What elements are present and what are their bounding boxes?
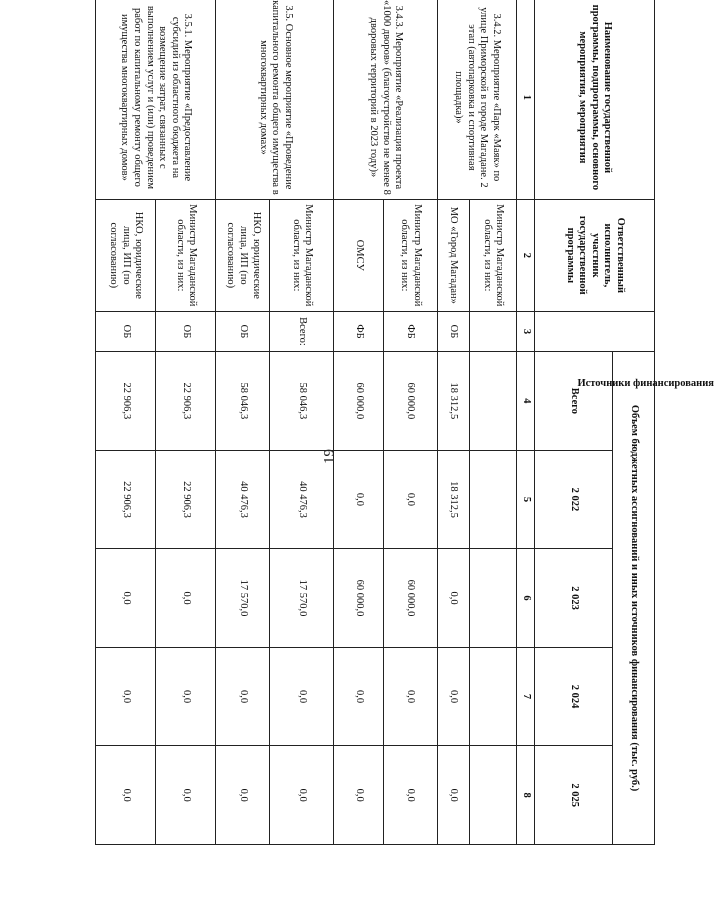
y2022-cell: 0,0 (383, 450, 437, 549)
y2024-cell (469, 647, 516, 746)
executor-cell: НКО, юридические лица, ИП (по согласованию) (216, 199, 270, 311)
financing-table (95, 0, 714, 845)
table-row (270, 0, 334, 845)
y2023-cell: 0,0 (437, 549, 469, 648)
y2023-cell: 0,0 (156, 549, 216, 648)
source-cell: Всего: (270, 311, 334, 351)
activity-name: 3.5.1. Мероприятие «Предоставление субсидий из областного бюджета на возмещение затрат, связанных с выполнением услуг и (или) проведением работ по капитальному ремонту общего имущества многоквартирных домов» (96, 0, 216, 199)
y2023-cell: 0,0 (96, 549, 156, 648)
total-cell: 60 000,0 (334, 352, 383, 451)
source-cell: ОБ (216, 311, 270, 351)
header-name: Наименование государственной программы, подпрограммы, основного мероприятия, мероприятия (535, 0, 655, 199)
y2025-cell: 0,0 (334, 746, 383, 845)
y2023-cell: 60 000,0 (334, 549, 383, 648)
source-cell: ОБ (437, 311, 469, 351)
y2024-cell: 0,0 (96, 647, 156, 746)
header-2022: 2 022 (535, 450, 613, 549)
column-number-row (517, 0, 535, 845)
y2022-cell: 40 476,3 (270, 450, 334, 549)
header-executor: Ответственный исполнитель, участник государственной программы (535, 199, 655, 311)
y2025-cell: 0,0 (437, 746, 469, 845)
executor-cell: Министр Магаданской области, из них: (270, 199, 334, 311)
header-total: Всего (535, 352, 613, 451)
column-number: 7 (517, 647, 535, 746)
y2023-cell: 17 570,0 (270, 549, 334, 648)
total-cell: 22 906,3 (96, 352, 156, 451)
header-row-1 (613, 0, 655, 845)
y2025-cell: 0,0 (383, 746, 437, 845)
header-2024: 2 024 (535, 647, 613, 746)
y2024-cell: 0,0 (156, 647, 216, 746)
y2024-cell: 0,0 (216, 647, 270, 746)
y2025-cell: 0,0 (156, 746, 216, 845)
source-cell: ОБ (96, 311, 156, 351)
page-number: 19 (321, 449, 338, 464)
executor-cell: МО «Город Магадан» (437, 199, 469, 311)
activity-name: 3.4.2. Мероприятие «Парк «Маяк» по улице Приморской в городе Магадане. 2 этап (автопарковка и спортивная площадка)» (437, 0, 516, 199)
total-cell: 58 046,3 (270, 352, 334, 451)
executor-cell: Министр Магаданской области, из них: (383, 199, 437, 311)
total-cell: 22 906,3 (156, 352, 216, 451)
header-2023: 2 023 (535, 549, 613, 648)
y2022-cell: 22 906,3 (96, 450, 156, 549)
y2022-cell: 40 476,3 (216, 450, 270, 549)
y2025-cell: 0,0 (216, 746, 270, 845)
y2022-cell: 22 906,3 (156, 450, 216, 549)
y2025-cell: 0,0 (96, 746, 156, 845)
executor-cell: ОМСУ (334, 199, 383, 311)
y2023-cell: 17 570,0 (216, 549, 270, 648)
header-source (535, 311, 714, 389)
activity-name: 3.5. Основное мероприятие «Проведение капитального ремонта общего имущества в многоквартирных домах» (216, 0, 334, 199)
total-cell: 60 000,0 (383, 352, 437, 451)
column-number: 1 (517, 0, 535, 199)
y2023-cell (469, 549, 516, 648)
y2022-cell: 18 312,5 (437, 450, 469, 549)
column-number: 6 (517, 549, 535, 648)
column-number: 8 (517, 746, 535, 845)
y2024-cell: 0,0 (334, 647, 383, 746)
y2022-cell (469, 450, 516, 549)
y2023-cell: 60 000,0 (383, 549, 437, 648)
executor-cell: Министр Магаданской области, из них: (156, 199, 216, 311)
source-cell (469, 311, 516, 351)
source-cell: ОБ (156, 311, 216, 351)
header-funding-group: Объем бюджетных ассигнований и иных источников финансирования (тыс. руб.) (613, 352, 655, 845)
y2025-cell: 0,0 (270, 746, 334, 845)
executor-cell: Министр Магаданской области, из них: (469, 199, 516, 311)
y2022-cell: 0,0 (334, 450, 383, 549)
rotated-table-wrapper (95, 0, 714, 845)
column-number: 2 (517, 199, 535, 311)
y2024-cell: 0,0 (270, 647, 334, 746)
header-2025: 2 025 (535, 746, 613, 845)
column-number: 4 (517, 352, 535, 451)
activity-name: 3.4.3. Мероприятие «Реализация проекта «1000 дворов» (благоустройство не менее 8 дворовых территорий в 2023 году)» (334, 0, 437, 199)
executor-cell: НКО, юридические лица, ИП (по согласованию) (96, 199, 156, 311)
y2024-cell: 0,0 (383, 647, 437, 746)
column-number: 5 (517, 450, 535, 549)
total-cell (469, 352, 516, 451)
header-source-label: Источники финансирования (577, 377, 714, 389)
table-row (156, 0, 216, 845)
column-number: 3 (517, 311, 535, 351)
table-row (469, 0, 516, 845)
table-row (383, 0, 437, 845)
total-cell: 18 312,5 (437, 352, 469, 451)
total-cell: 58 046,3 (216, 352, 270, 451)
y2025-cell (469, 746, 516, 845)
y2024-cell: 0,0 (437, 647, 469, 746)
source-cell: ФБ (383, 311, 437, 351)
source-cell: ФБ (334, 311, 383, 351)
